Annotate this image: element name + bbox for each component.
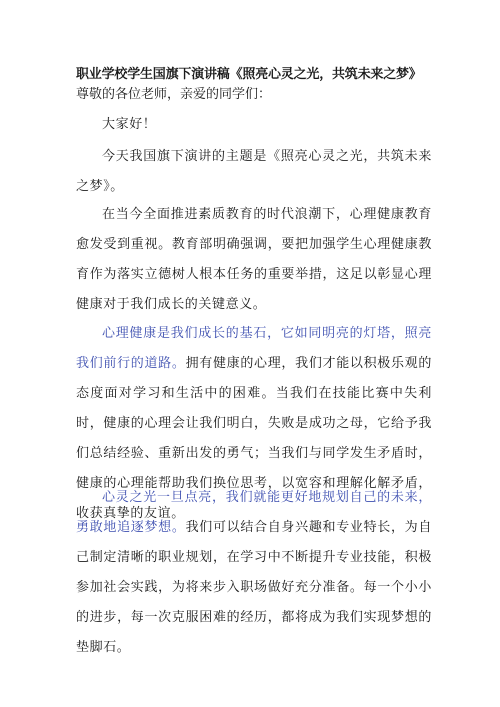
education-paragraph: 在当今全面推进素质教育的时代浪潮下，心理健康教育愈发受到重视。教育部明确强调，要把加强学生心理健康教育作为落实立德树人根本任务的重要举措，这足以彰显心理健康对于我们成长的关键意义。 [76, 207, 432, 312]
highlighted-sentence: 心理健康是我们成长的基石，它如同明亮的灯塔，照亮我们前行的道路。 [76, 326, 432, 371]
salutation: 尊敬的各位老师，亲爱的同学们： [76, 87, 272, 102]
paragraph-body-text: 拥有健康的心理，我们才能以积极乐观的态度面对学习和生活中的困难。当我们在技能比赛中失利时，健康的心理会让我们明白，失败是成功之母，它给予我们总结经验、重新出发的勇气；当我们与同学发生矛盾时，健康的心理能帮助我们换位思考，以宽容和理解化解矛盾，收获真挚的友谊。 [76, 356, 432, 521]
greeting-paragraph: 大家好！ [102, 117, 157, 132]
document-title: 职业学校学生国旗下演讲稿《照亮心灵之光，共筑未来之梦》 [76, 67, 422, 82]
paragraph-body-text: 我们可以结合自身兴趣和专业特长，为自己制定清晰的职业规划，在学习中不断提升专业技能，积极参加社会实践，为将来步入职场做好充分准备。每一个小小的进步，每一次克服困难的经历，都将成为我们实现梦想的垫脚石。 [76, 520, 432, 655]
topic-paragraph: 今天我国旗下演讲的主题是《照亮心灵之光，共筑未来之梦》。 [76, 149, 432, 194]
inner-light-paragraph [76, 483, 432, 663]
highlighted-sentence: 心灵之光一旦点亮，我们就能更好地规划自己的未来，勇敢地追逐梦想。 [76, 490, 432, 535]
